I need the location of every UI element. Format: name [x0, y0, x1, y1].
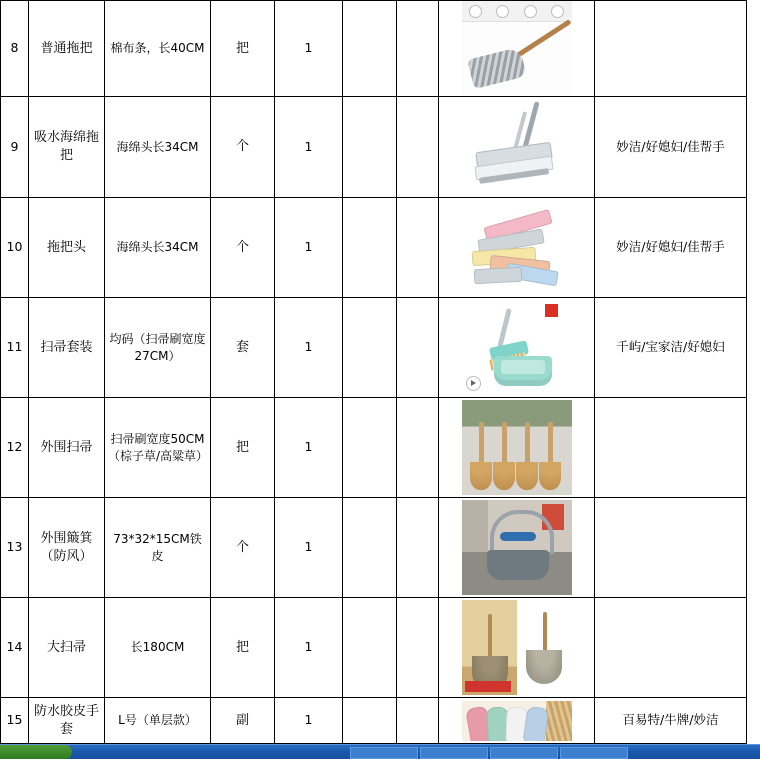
col-e-value — [343, 47, 396, 51]
dustpan-broom-set-thumbnail — [462, 300, 572, 395]
cell-index[interactable] — [1, 698, 29, 744]
toolbar-dot-icon — [524, 5, 537, 18]
col-e-value — [343, 719, 396, 723]
product-brand — [595, 546, 746, 550]
product-brand: 妙洁/好媳妇/佳帮手 — [616, 138, 725, 154]
cell-index[interactable] — [1, 97, 29, 198]
cell-col-e[interactable] — [343, 598, 397, 698]
cell-unit[interactable] — [211, 398, 275, 498]
cell-qty[interactable] — [275, 1, 343, 97]
cell-index[interactable] — [1, 598, 29, 698]
cell-col-f[interactable] — [397, 498, 439, 598]
table-row[interactable] — [1, 97, 747, 198]
product-brand — [595, 47, 746, 51]
cell-index[interactable] — [1, 198, 29, 298]
sponge-refill-stack-thumbnail — [462, 204, 572, 292]
product-name: 大扫帚 — [46, 639, 86, 655]
table-row[interactable] — [1, 1, 747, 97]
sponge-mop-thumbnail — [462, 97, 572, 197]
cell-brand[interactable] — [595, 498, 747, 598]
product-spec: 长180CM — [130, 640, 185, 655]
product-spec: 海绵头长34CM — [116, 139, 199, 154]
straw-outdoor-brooms-thumbnail — [462, 400, 572, 495]
cell-unit[interactable] — [211, 498, 275, 598]
product-unit: 个 — [235, 139, 249, 155]
product-spec: 73*32*15CM铁皮 — [113, 532, 202, 563]
product-spec: 扫帚刷宽度50CM（棕子草/高粱草） — [108, 432, 209, 463]
toolbar-dot-icon — [551, 5, 564, 18]
product-unit: 个 — [235, 239, 249, 255]
product-qty: 1 — [304, 339, 313, 355]
row-index: 10 — [6, 239, 23, 255]
broom-handle-shape — [497, 308, 512, 348]
product-qty: 1 — [304, 712, 313, 728]
cell-col-f[interactable] — [397, 398, 439, 498]
col-f-value — [397, 719, 438, 723]
table-row[interactable] — [1, 498, 747, 598]
col-f-value — [397, 646, 438, 650]
product-name: 普通拖把 — [40, 40, 93, 56]
cell-brand[interactable] — [595, 298, 747, 398]
windows-taskbar[interactable] — [0, 744, 760, 759]
cell-name[interactable] — [29, 498, 105, 598]
col-f-value — [397, 546, 438, 550]
table-row[interactable] — [1, 698, 747, 744]
product-name: 吸水海绵拖把 — [33, 130, 99, 163]
cell-col-e[interactable] — [343, 198, 397, 298]
row-index: 14 — [6, 639, 23, 655]
cell-col-f[interactable] — [397, 698, 439, 744]
cell-spec[interactable] — [105, 498, 211, 598]
two-large-brooms-thumbnail — [462, 600, 572, 695]
product-brand: 妙洁/好媳妇/佳帮手 — [616, 239, 725, 255]
row-index: 13 — [6, 539, 23, 555]
dustpan-inner-shape — [501, 360, 545, 374]
product-qty: 1 — [304, 40, 313, 56]
cell-brand[interactable] — [595, 1, 747, 97]
product-qty: 1 — [304, 639, 313, 655]
col-e-value — [343, 145, 396, 149]
product-qty: 1 — [304, 439, 313, 455]
cell-name[interactable] — [29, 398, 105, 498]
cell-image[interactable] — [439, 97, 595, 198]
straw-broom-shape — [525, 422, 530, 476]
cell-name[interactable] — [29, 298, 105, 398]
col-f-value — [397, 446, 438, 450]
cell-image[interactable] — [439, 1, 595, 97]
col-e-value — [343, 646, 396, 650]
cell-qty[interactable] — [275, 97, 343, 198]
taskbar-item[interactable] — [490, 747, 558, 759]
product-name: 外围簸箕（防风） — [40, 530, 93, 564]
cell-spec[interactable] — [105, 598, 211, 698]
metal-dustpan-thumbnail — [462, 500, 572, 595]
cell-col-e[interactable] — [343, 97, 397, 198]
cell-qty[interactable] — [275, 298, 343, 398]
col-f-value — [397, 47, 438, 51]
row-index: 11 — [6, 339, 23, 355]
cell-unit[interactable] — [211, 1, 275, 97]
taskbar-item[interactable] — [420, 747, 488, 759]
straw-broom-shape — [502, 422, 507, 476]
product-brand: 百易特/牛牌/妙洁 — [622, 712, 719, 728]
cell-col-e[interactable] — [343, 498, 397, 598]
cell-spec[interactable] — [105, 97, 211, 198]
cell-col-f[interactable] — [397, 97, 439, 198]
cell-spec[interactable] — [105, 298, 211, 398]
cell-spec[interactable] — [105, 398, 211, 498]
broom-brush-shape — [526, 650, 562, 684]
row-index: 15 — [6, 712, 23, 728]
product-qty: 1 — [304, 539, 313, 555]
cell-name[interactable] — [29, 97, 105, 198]
taskbar-item[interactable] — [560, 747, 628, 759]
cell-col-f[interactable] — [397, 198, 439, 298]
cell-unit[interactable] — [211, 698, 275, 744]
product-name: 外围扫帚 — [40, 439, 93, 455]
cell-name[interactable] — [29, 598, 105, 698]
cell-image[interactable] — [439, 598, 595, 698]
grey-string-mop-thumbnail — [462, 1, 572, 96]
table-row[interactable] — [1, 398, 747, 498]
cell-spec[interactable] — [105, 198, 211, 298]
row-index: 9 — [10, 138, 19, 154]
product-spec: 海绵头长34CM — [116, 240, 199, 255]
product-qty: 1 — [304, 239, 313, 255]
cell-index[interactable] — [1, 498, 29, 598]
col-f-value — [397, 246, 438, 250]
straw-broom-shape — [479, 422, 484, 476]
cell-brand[interactable] — [595, 398, 747, 498]
col-e-value — [343, 246, 396, 250]
table-row[interactable] — [1, 598, 747, 698]
col-f-value — [397, 346, 438, 350]
cell-col-e[interactable] — [343, 1, 397, 97]
cell-brand[interactable] — [595, 97, 747, 198]
product-name: 防水胶皮手套 — [33, 703, 99, 737]
cell-unit[interactable] — [211, 598, 275, 698]
cell-qty[interactable] — [275, 398, 343, 498]
start-button[interactable] — [0, 745, 72, 759]
product-brand — [595, 646, 746, 650]
product-name: 拖把头 — [46, 239, 86, 255]
cell-index[interactable] — [1, 1, 29, 97]
cell-col-e[interactable] — [343, 298, 397, 398]
cell-col-e[interactable] — [343, 398, 397, 498]
cell-col-e[interactable] — [343, 698, 397, 744]
cell-image[interactable] — [439, 698, 595, 744]
cell-name[interactable] — [29, 198, 105, 298]
cell-qty[interactable] — [275, 198, 343, 298]
cell-qty[interactable] — [275, 698, 343, 744]
product-unit: 把 — [235, 40, 249, 56]
product-unit: 副 — [235, 712, 249, 728]
cell-brand[interactable] — [595, 198, 747, 298]
cell-index[interactable] — [1, 398, 29, 498]
product-name: 扫帚套装 — [40, 339, 93, 355]
cell-unit[interactable] — [211, 198, 275, 298]
toolbar-dot-icon — [496, 5, 509, 18]
rubber-gloves-thumbnail — [462, 701, 572, 741]
product-spec: L号（单层款） — [118, 713, 197, 728]
promo-banner-shape — [465, 681, 511, 692]
product-spec: 棉布条，长40CM — [110, 41, 205, 56]
background-wall-shape — [462, 500, 488, 552]
cell-index[interactable] — [1, 298, 29, 398]
cell-image[interactable] — [439, 298, 595, 398]
cell-unit[interactable] — [211, 298, 275, 398]
product-unit: 把 — [235, 439, 249, 455]
cell-brand[interactable] — [595, 698, 747, 744]
col-f-value — [397, 145, 438, 149]
row-index: 8 — [10, 40, 19, 56]
cell-image[interactable] — [439, 198, 595, 298]
cell-qty[interactable] — [275, 498, 343, 598]
cell-unit[interactable] — [211, 97, 275, 198]
table-row[interactable] — [1, 298, 747, 398]
col-e-value — [343, 446, 396, 450]
cell-col-f[interactable] — [397, 1, 439, 97]
cell-name[interactable] — [29, 1, 105, 97]
straw-broom-shape — [548, 422, 553, 476]
thumbnail-toolbar — [462, 1, 572, 22]
table-row[interactable] — [1, 198, 747, 298]
dustpan-body-shape — [487, 550, 549, 580]
toolbar-dot-icon — [469, 5, 482, 18]
background-straw-shape — [546, 701, 572, 741]
product-qty: 1 — [304, 138, 313, 154]
row-index: 12 — [6, 439, 23, 455]
cell-image[interactable] — [439, 398, 595, 498]
cell-spec[interactable] — [105, 698, 211, 744]
cell-brand[interactable] — [595, 598, 747, 698]
cell-name[interactable] — [29, 698, 105, 744]
mop-head-shape — [467, 47, 527, 89]
product-unit: 套 — [235, 339, 249, 355]
promo-tag-icon — [545, 304, 558, 317]
col-e-value — [343, 546, 396, 550]
product-spec: 均码（扫帚刷宽度27CM） — [109, 332, 206, 363]
sponge-refill-shape — [473, 266, 522, 283]
taskbar-item[interactable] — [350, 747, 418, 759]
cell-qty[interactable] — [275, 598, 343, 698]
product-unit: 个 — [235, 539, 249, 555]
play-icon[interactable] — [466, 376, 481, 391]
cell-col-f[interactable] — [397, 598, 439, 698]
product-brand: 千屿/宝家洁/好媳妇 — [616, 339, 725, 355]
cell-col-f[interactable] — [397, 298, 439, 398]
product-brand — [595, 446, 746, 450]
dustpan-grip-shape — [500, 532, 536, 541]
cell-spec[interactable] — [105, 1, 211, 97]
product-unit: 把 — [235, 639, 249, 655]
col-e-value — [343, 346, 396, 350]
cell-image[interactable] — [439, 498, 595, 598]
